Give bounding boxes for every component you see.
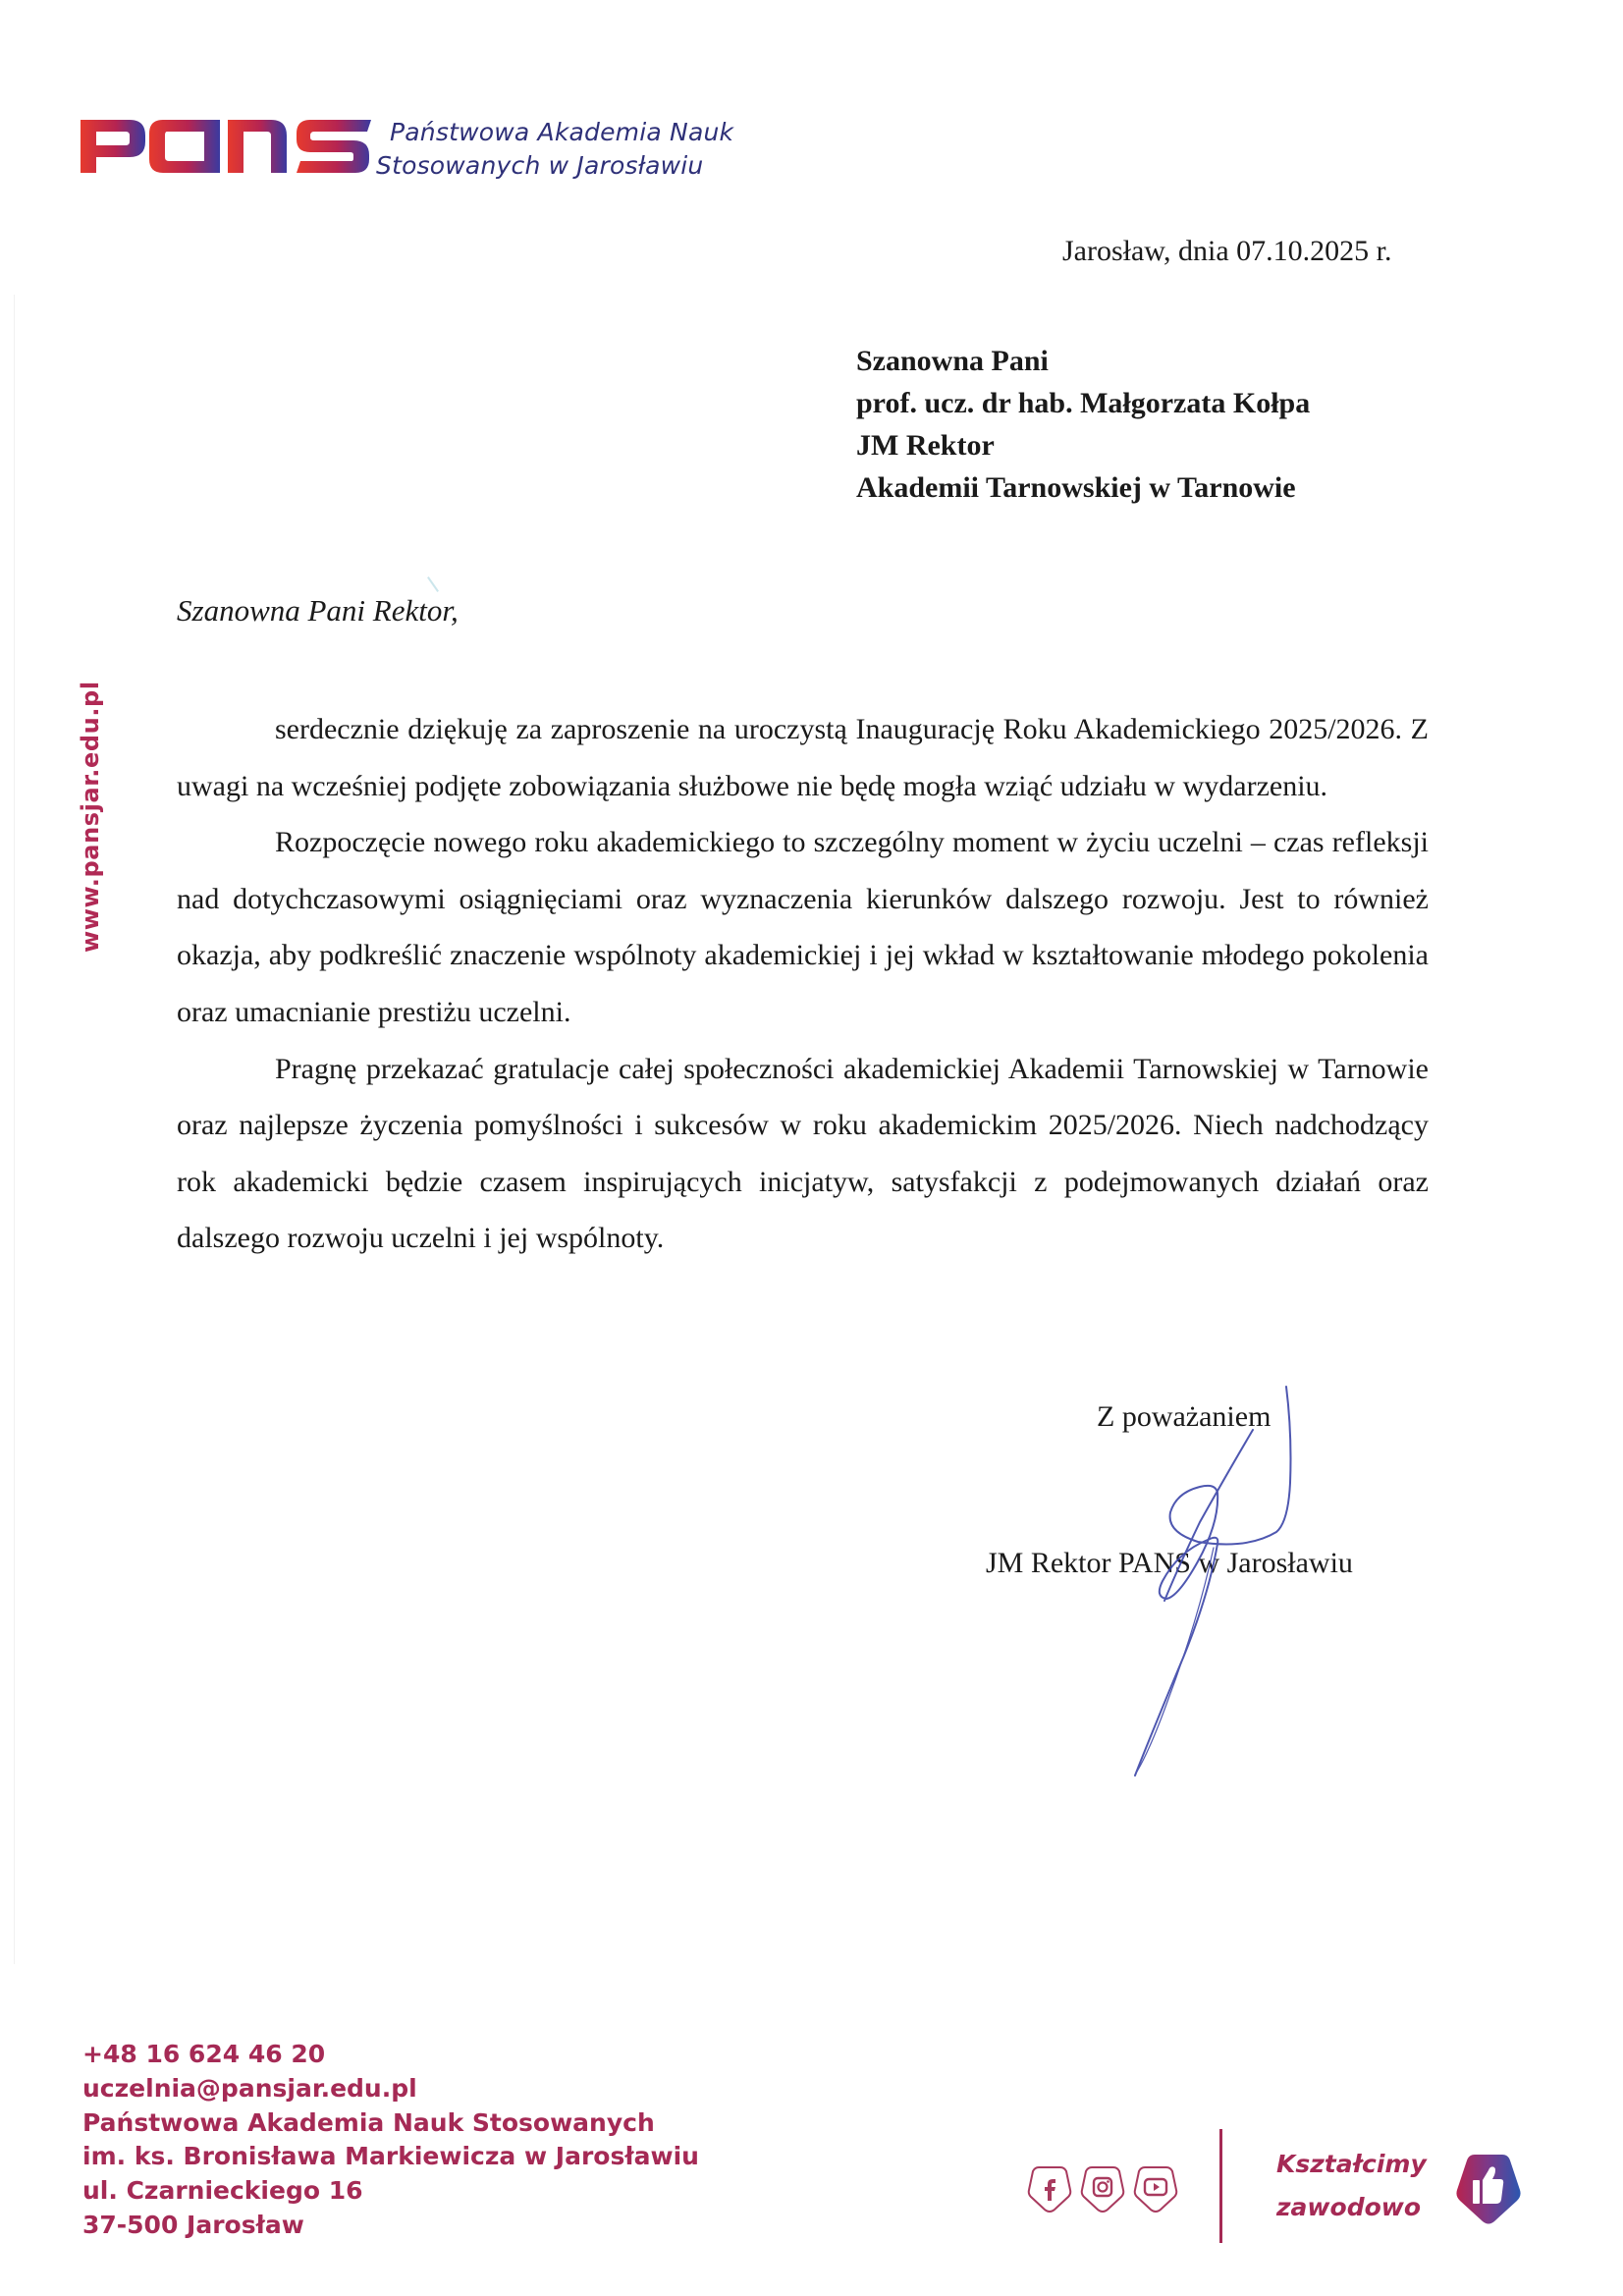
institution-name bbox=[376, 116, 733, 183]
signer-title: JM Rektor PANS w Jarosławiu bbox=[986, 1547, 1353, 1579]
scan-edge bbox=[14, 295, 15, 1964]
body-paragraph: Pragnę przekazać gratulacje całej społeczności akademickiej Akademii Tarnowskiej w Tarnowie oraz najlepsze życzenia pomyślności i sukcesów w roku akademickim 2025/2026. Niech nadchodzący rok akademicki będzie czasem inspirujących inicjatyw, satysfakcji z podejmowanych działań oraz dalszego rozwoju uczelni i jej wspólnoty. bbox=[177, 1052, 1429, 1255]
instagram-icon bbox=[1080, 2164, 1125, 2214]
footer-email: uczelnia@pansjar.edu.pl bbox=[82, 2073, 417, 2103]
handwritten-signature bbox=[1080, 1375, 1335, 1807]
addressee-line: Szanowna Pani bbox=[856, 345, 1049, 377]
institution-name-line2: Stosowanych w Jarosławiu bbox=[376, 151, 704, 180]
footer-contact bbox=[82, 2038, 699, 2243]
pans-logo-icon bbox=[79, 116, 373, 177]
addressee-block bbox=[856, 340, 1310, 509]
body-paragraph: serdecznie dziękuję za zaproszenie na uroczystą Inaugurację Roku Akademickiego 2025/2026. Z uwagi na wcześniej podjęte zobowiązania służbowe nie będę mogła wziąć udziału w wydarzeniu. bbox=[177, 713, 1429, 802]
footer-phone: +48 16 624 46 20 bbox=[82, 2040, 326, 2068]
footer-institution: Państwowa Akademia Nauk Stosowanych bbox=[82, 2107, 655, 2137]
thumbs-up-icon bbox=[1455, 2151, 1522, 2225]
body-paragraph: Rozpoczęcie nowego roku akademickiego to szczególny moment w życiu uczelni – czas refleksji nad dotychczasowymi osiągnięciami oraz wyznaczenia kierunków dalszego rozwoju. Jest to również okazja, aby podkreślić znaczenie wspólnoty akademickiej i jej wkład w kształtowanie młodego pokolenia oraz umacnianie prestiżu uczelni. bbox=[177, 826, 1429, 1028]
addressee-line: Akademii Tarnowskiej w Tarnowie bbox=[856, 471, 1296, 504]
footer-street: ul. Czarnieckiego 16 bbox=[82, 2176, 363, 2206]
scan-artifact bbox=[427, 576, 439, 592]
institution-name-line1: Państwowa Akademia Nauk bbox=[390, 118, 734, 146]
youtube-icon bbox=[1133, 2164, 1178, 2214]
footer-divider bbox=[1219, 2129, 1222, 2243]
closing: Z poważaniem bbox=[1097, 1400, 1271, 1433]
footer-institution-patron: im. ks. Bronisława Markiewicza w Jarosławiu bbox=[82, 2142, 699, 2171]
salutation: Szanowna Pani Rektor, bbox=[177, 593, 459, 628]
letter-body bbox=[177, 701, 1429, 1267]
slogan-line1: Kształcimy bbox=[1276, 2150, 1427, 2178]
website-url-vertical: www.pansjar.edu.pl bbox=[77, 681, 104, 953]
slogan bbox=[1276, 2143, 1427, 2229]
addressee-line: JM Rektor bbox=[856, 429, 995, 462]
footer-city: 37-500 Jarosław bbox=[82, 2210, 304, 2239]
addressee-line: prof. ucz. dr hab. Małgorzata Kołpa bbox=[856, 387, 1311, 419]
slogan-line2: zawodowo bbox=[1276, 2193, 1422, 2221]
facebook-icon bbox=[1027, 2164, 1072, 2214]
letter-date: Jarosław, dnia 07.10.2025 r. bbox=[1062, 235, 1392, 267]
